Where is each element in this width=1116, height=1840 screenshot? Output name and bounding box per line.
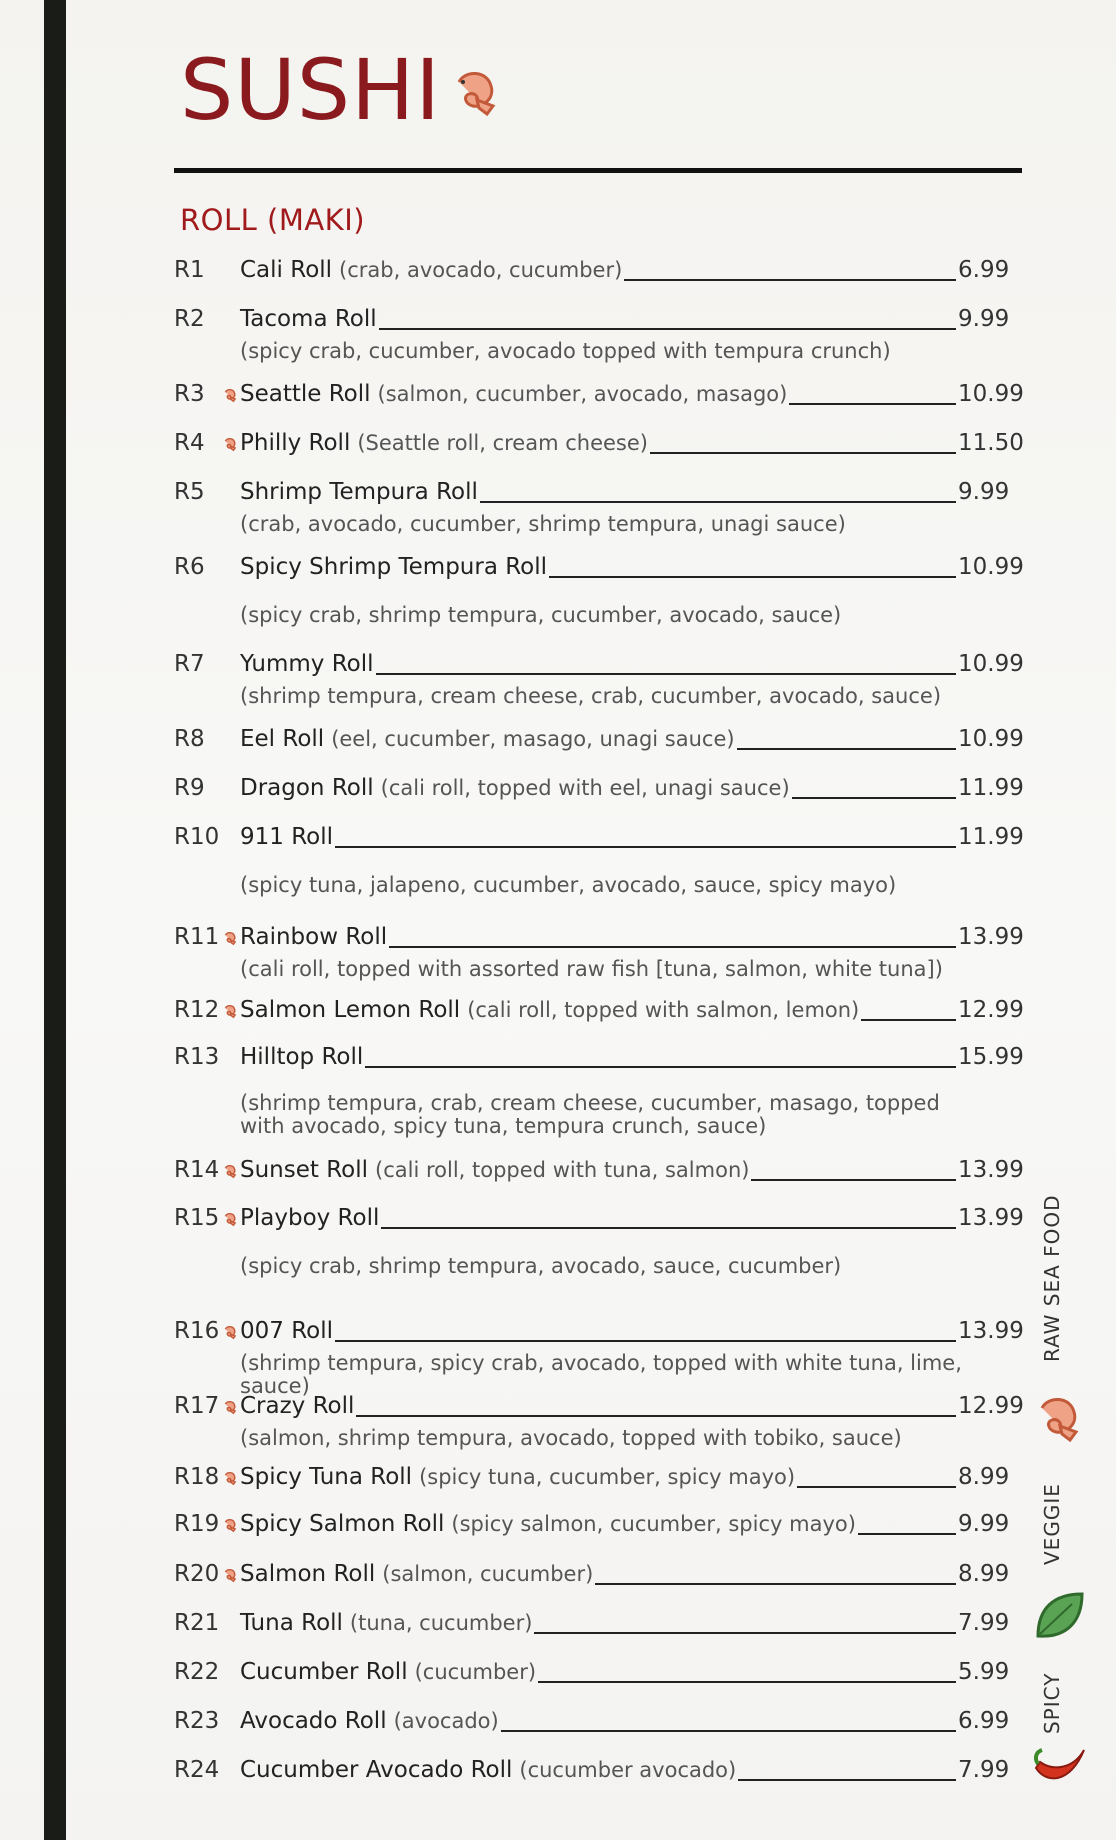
- item-name: Salmon Roll: [240, 1561, 376, 1587]
- icon-slot: [222, 657, 240, 679]
- item-name: Cucumber Roll: [240, 1659, 408, 1685]
- menu-item-line: [174, 306, 1014, 340]
- menu-item-line: [174, 924, 1024, 958]
- menu-item-line: [174, 381, 1024, 415]
- icon-slot: [222, 485, 240, 507]
- menu-item: [174, 381, 1024, 415]
- menu-item-line: [174, 1610, 1014, 1644]
- menu-item: [174, 1659, 1014, 1693]
- item-price: 13.99: [958, 924, 1024, 950]
- menu-item-line: [174, 775, 1024, 809]
- menu-item: [174, 1464, 1014, 1498]
- raw-seafood-icon: [222, 1211, 240, 1233]
- item-description: (cali roll, topped with salmon, lemon): [467, 998, 860, 1022]
- menu-item: [174, 775, 1024, 809]
- item-price: 7.99: [958, 1610, 1010, 1636]
- raw-seafood-icon: [222, 1163, 240, 1185]
- item-description: (crab, avocado, cucumber): [339, 258, 623, 282]
- item-description: (salmon, shrimp tempura, avocado, topped with tobiko, sauce): [240, 1426, 902, 1450]
- item-code: R20: [174, 1561, 220, 1587]
- item-description: (cali roll, topped with tuna, salmon): [375, 1158, 750, 1182]
- menu-item-line: [174, 726, 1024, 760]
- leader-line: [335, 1340, 956, 1342]
- item-code: R17: [174, 1393, 220, 1419]
- menu-item-line: [174, 479, 1014, 513]
- raw-seafood-icon: [222, 1003, 240, 1025]
- item-description: (Seattle roll, cream cheese): [357, 431, 648, 455]
- leader-line: [379, 328, 956, 330]
- item-price: 10.99: [958, 651, 1024, 677]
- menu-item: [174, 306, 1014, 363]
- chili-pepper-icon: [1030, 1742, 1088, 1794]
- icon-slot: [222, 312, 240, 334]
- leader-line: [650, 452, 956, 454]
- item-name: Spicy Salmon Roll: [240, 1511, 445, 1537]
- item-code: R9: [174, 775, 205, 801]
- menu-item: [174, 479, 1014, 536]
- leader-line: [381, 1227, 956, 1229]
- item-description: (spicy salmon, cucumber, spicy mayo): [451, 1512, 856, 1536]
- menu-item: [174, 651, 1024, 708]
- icon-slot: [222, 732, 240, 754]
- menu-item: [174, 257, 1014, 291]
- legend-raw-label: RAW SEA FOOD: [1040, 1194, 1064, 1362]
- item-code: R1: [174, 257, 205, 283]
- menu-item-line: [174, 1708, 1014, 1742]
- item-code: R5: [174, 479, 205, 505]
- item-code: R16: [174, 1318, 220, 1344]
- leader-line: [480, 501, 956, 503]
- menu-item: [174, 1708, 1014, 1742]
- menu-item-line: [174, 1659, 1014, 1693]
- item-description: (cali roll, topped with eel, unagi sauce): [380, 776, 790, 800]
- leader-line: [797, 1486, 956, 1488]
- leader-line: [501, 1730, 956, 1732]
- leader-line: [595, 1583, 956, 1585]
- item-name: Tuna Roll: [240, 1610, 343, 1636]
- item-description: (salmon, cucumber): [382, 1562, 594, 1586]
- menu-item-line: [174, 1157, 1024, 1191]
- menu-item-line: [174, 1205, 1024, 1239]
- item-name: Seattle Roll: [240, 381, 371, 407]
- item-code: R15: [174, 1205, 220, 1231]
- menu-item-line: [174, 1044, 1024, 1078]
- item-code: R13: [174, 1044, 220, 1070]
- item-description: (spicy crab, cucumber, avocado topped with tempura crunch): [240, 339, 891, 363]
- item-code: R7: [174, 651, 205, 677]
- section-heading: ROLL (MAKI): [180, 203, 366, 237]
- item-price: 6.99: [958, 257, 1010, 283]
- menu-item: [174, 1157, 1024, 1191]
- item-price: 9.99: [958, 479, 1010, 505]
- item-code: R6: [174, 554, 205, 580]
- menu-item-line: [174, 1561, 1014, 1595]
- item-price: 9.99: [958, 306, 1010, 332]
- raw-seafood-icon: [222, 1399, 240, 1421]
- raw-seafood-icon: [222, 1470, 240, 1492]
- icon-slot: [222, 1714, 240, 1736]
- item-name: 911 Roll: [240, 824, 334, 850]
- icon-slot: [222, 1763, 240, 1785]
- menu-item: [174, 1757, 1014, 1791]
- item-price: 11.99: [958, 775, 1024, 801]
- leader-line: [858, 1533, 956, 1535]
- item-code: R23: [174, 1708, 220, 1734]
- item-code: R18: [174, 1464, 220, 1490]
- item-code: R2: [174, 306, 205, 332]
- item-name: Philly Roll: [240, 430, 351, 456]
- menu-item-line: [174, 257, 1014, 291]
- menu-item-line: [174, 1464, 1014, 1498]
- shrimp-icon: [1030, 1390, 1086, 1450]
- menu-item: [174, 824, 1024, 897]
- menu-item: [174, 554, 1024, 627]
- menu-item: [174, 1044, 1024, 1138]
- item-price: 10.99: [958, 726, 1024, 752]
- raw-seafood-icon: [222, 1567, 240, 1589]
- menu-item: [174, 726, 1024, 760]
- leader-line: [789, 403, 956, 405]
- item-price: 8.99: [958, 1561, 1010, 1587]
- item-name: Avocado Roll: [240, 1708, 387, 1734]
- item-name: Hilltop Roll: [240, 1044, 364, 1070]
- item-description: (avocado): [393, 1709, 499, 1733]
- item-description: (spicy tuna, jalapeno, cucumber, avocado, sauce, spicy mayo): [240, 873, 897, 897]
- menu-item: [174, 430, 1024, 464]
- item-name: Eel Roll: [240, 726, 325, 752]
- item-description: (spicy tuna, cucumber, spicy mayo): [419, 1465, 796, 1489]
- leaf-icon: [1032, 1588, 1088, 1648]
- raw-seafood-icon: [222, 387, 240, 409]
- legend-veggie-label: VEGGIE: [1040, 1483, 1064, 1565]
- item-name: Cucumber Avocado Roll: [240, 1757, 513, 1783]
- item-name: Rainbow Roll: [240, 924, 388, 950]
- leader-line: [376, 673, 956, 675]
- raw-seafood-icon: [222, 1517, 240, 1539]
- item-description: (cucumber avocado): [519, 1758, 737, 1782]
- menu-item-line: [174, 430, 1024, 464]
- icon-slot: [222, 263, 240, 285]
- menu-item: [174, 1511, 1014, 1545]
- item-description: (spicy crab, shrimp tempura, avocado, sauce, cucumber): [240, 1254, 842, 1278]
- item-price: 13.99: [958, 1205, 1024, 1231]
- item-price: 12.99: [958, 1393, 1024, 1419]
- icon-slot: [222, 1665, 240, 1687]
- item-code: R4: [174, 430, 205, 456]
- item-code: R19: [174, 1511, 220, 1537]
- item-name: Spicy Tuna Roll: [240, 1464, 413, 1490]
- leader-line: [538, 1681, 956, 1683]
- item-price: 9.99: [958, 1511, 1010, 1537]
- item-code: R22: [174, 1659, 220, 1685]
- icon-slot: [222, 1616, 240, 1638]
- item-price: 13.99: [958, 1318, 1024, 1344]
- item-price: 8.99: [958, 1464, 1010, 1490]
- item-code: R14: [174, 1157, 220, 1183]
- raw-seafood-icon: [222, 436, 240, 458]
- item-name: Spicy Shrimp Tempura Roll: [240, 554, 548, 580]
- leader-line: [861, 1019, 956, 1021]
- menu-item-line: [174, 554, 1024, 588]
- item-price: 11.50: [958, 430, 1024, 456]
- item-description: (spicy crab, shrimp tempura, cucumber, avocado, sauce): [240, 603, 842, 627]
- raw-seafood-icon: [222, 930, 240, 952]
- item-price: 13.99: [958, 1157, 1024, 1183]
- item-name: Dragon Roll: [240, 775, 374, 801]
- item-price: 7.99: [958, 1757, 1010, 1783]
- item-price: 5.99: [958, 1659, 1010, 1685]
- item-name: Tacoma Roll: [240, 306, 377, 332]
- title-divider: [174, 168, 1022, 173]
- item-description: (cucumber): [414, 1660, 537, 1684]
- menu-item-line: [174, 1757, 1014, 1791]
- item-code: R8: [174, 726, 205, 752]
- leader-line: [737, 748, 956, 750]
- menu-item: [174, 1610, 1014, 1644]
- menu-item-line: [174, 1318, 1024, 1352]
- item-price: 10.99: [958, 381, 1024, 407]
- icon-slot: [222, 781, 240, 803]
- title-block: [180, 41, 503, 139]
- item-price: 10.99: [958, 554, 1024, 580]
- icon-slot: [222, 830, 240, 852]
- leader-line: [792, 797, 956, 799]
- menu-item-line: [174, 1511, 1014, 1545]
- legend-spicy-label: SPICY: [1040, 1672, 1064, 1734]
- raw-seafood-icon: [222, 1324, 240, 1346]
- menu-item-line: [174, 651, 1024, 685]
- item-code: R3: [174, 381, 205, 407]
- item-description: (crab, avocado, cucumber, shrimp tempura, unagi sauce): [240, 512, 846, 536]
- menu-item-line: [174, 997, 1024, 1031]
- leader-line: [356, 1415, 956, 1417]
- item-name: Salmon Lemon Roll: [240, 997, 461, 1023]
- leader-line: [335, 846, 956, 848]
- menu-item: [174, 997, 1024, 1031]
- menu-item: [174, 924, 1024, 981]
- item-description: (shrimp tempura, cream cheese, crab, cucumber, avocado, sauce): [240, 684, 942, 708]
- item-name: Playboy Roll: [240, 1205, 380, 1231]
- left-dark-bar: [44, 0, 66, 1840]
- icon-slot: [222, 1050, 240, 1072]
- item-description: (shrimp tempura, crab, cream cheese, cucumber, masago, topped with avocado, spicy tuna, tempura crunch, sauce): [240, 1091, 940, 1138]
- item-name: 007 Roll: [240, 1318, 334, 1344]
- item-price: 12.99: [958, 997, 1024, 1023]
- item-description: (salmon, cucumber, avocado, masago): [377, 382, 788, 406]
- shrimp-icon: [447, 64, 503, 124]
- item-code: R12: [174, 997, 220, 1023]
- leader-line: [389, 946, 956, 948]
- item-code: R10: [174, 824, 220, 850]
- item-description: (tuna, cucumber): [349, 1611, 533, 1635]
- menu-item: [174, 1318, 1024, 1398]
- leader-line: [738, 1779, 956, 1781]
- item-code: R24: [174, 1757, 220, 1783]
- item-name: Cali Roll: [240, 257, 333, 283]
- leader-line: [534, 1632, 956, 1634]
- page-title: SUSHI: [180, 41, 442, 139]
- icon-slot: [222, 560, 240, 582]
- item-price: 11.99: [958, 824, 1024, 850]
- menu-item: [174, 1205, 1024, 1278]
- menu-item: [174, 1393, 1024, 1450]
- menu-item-line: [174, 1393, 1024, 1427]
- item-price: 15.99: [958, 1044, 1024, 1070]
- menu-item: [174, 1561, 1014, 1595]
- item-description: (cali roll, topped with assorted raw fish [tuna, salmon, white tuna]): [240, 957, 943, 981]
- item-code: R21: [174, 1610, 220, 1636]
- leader-line: [751, 1179, 956, 1181]
- leader-line: [624, 279, 956, 281]
- leader-line: [365, 1066, 956, 1068]
- item-description: (eel, cucumber, masago, unagi sauce): [331, 727, 735, 751]
- menu-item-line: [174, 824, 1024, 858]
- item-name: Shrimp Tempura Roll: [240, 479, 478, 505]
- item-name: Sunset Roll: [240, 1157, 369, 1183]
- item-code: R11: [174, 924, 220, 950]
- item-description: (shrimp tempura, spicy crab, avocado, topped with white tuna, lime, sauce): [240, 1351, 962, 1398]
- item-name: Crazy Roll: [240, 1393, 355, 1419]
- item-price: 6.99: [958, 1708, 1010, 1734]
- item-name: Yummy Roll: [240, 651, 374, 677]
- leader-line: [549, 576, 956, 578]
